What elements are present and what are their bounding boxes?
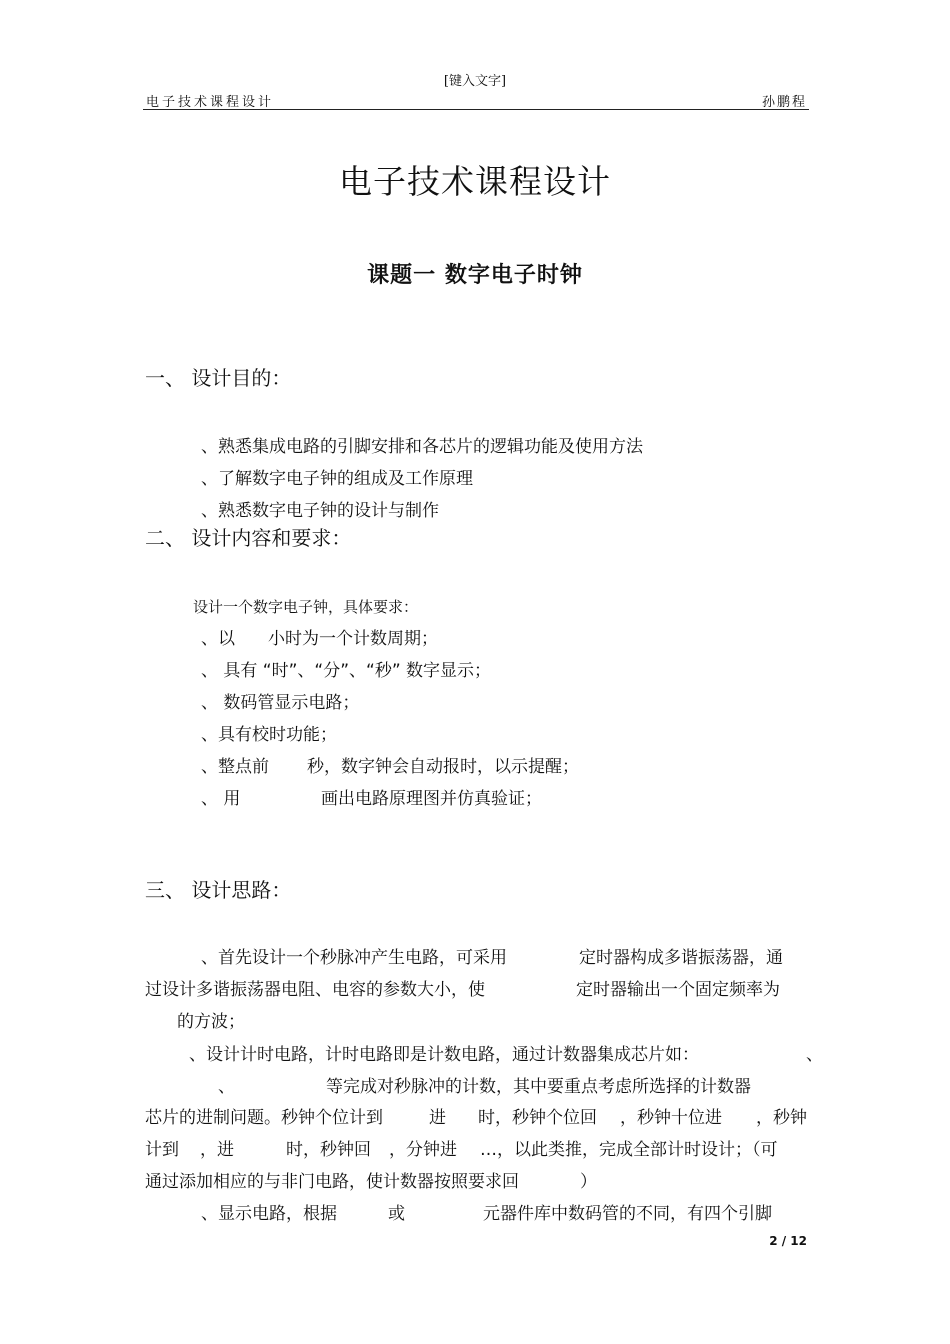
p2-line5b: ） bbox=[580, 1172, 597, 1192]
section3-heading: 三、 设计思路： bbox=[145, 878, 292, 902]
section2-item-6b: 画出电路原理图并仿真验证； bbox=[321, 789, 542, 809]
p2-line3c: 时，秒钟个位回 bbox=[478, 1108, 597, 1128]
p1-line1a: 、首先设计一个秒脉冲产生电路，可采用 bbox=[201, 948, 507, 968]
p1-line2a: 过设计多谐振荡器电阻、电容的参数大小，使 bbox=[145, 980, 485, 1000]
section2-item-6a: 、 用 bbox=[201, 789, 241, 809]
section2-heading: 二、 设计内容和要求： bbox=[145, 526, 352, 550]
section1-heading: 一、 设计目的： bbox=[145, 366, 292, 390]
p2-line5a: 通过添加相应的与非门电路，使计数器按照要求回 bbox=[145, 1172, 519, 1192]
header-divider bbox=[143, 109, 809, 110]
p2-line3a: 芯片的进制问题。秒钟个位计到 bbox=[145, 1108, 383, 1128]
section1-item-1: 、熟悉集成电路的引脚安排和各芯片的逻辑功能及使用方法 bbox=[201, 437, 643, 457]
p1-line1b: 定时器构成多谐振荡器，通 bbox=[579, 948, 783, 968]
document-title: 电子技术课程设计 bbox=[339, 162, 611, 201]
section2-item-3: 、 数码管显示电路； bbox=[201, 693, 360, 713]
p2-line3e: ，秒钟 bbox=[756, 1108, 807, 1128]
section1-item-3: 、熟悉数字电子钟的设计与制作 bbox=[201, 501, 439, 521]
section2-item-2: 、 具有 “时”、“分”、“秒” 数字显示； bbox=[201, 661, 492, 681]
p2-line4d: ，分钟进 bbox=[389, 1140, 457, 1160]
p1-line2b: 定时器输出一个固定频率为 bbox=[576, 980, 780, 1000]
p3-line1a: 、显示电路，根据 bbox=[201, 1204, 337, 1224]
p3-line1b: 或 bbox=[388, 1204, 405, 1224]
document-subtitle: 课题一 数字电子时钟 bbox=[367, 263, 583, 288]
p1-line3: 的方波； bbox=[177, 1012, 245, 1032]
p2-line1a: 、设计计时电路，计时电路即是计数电路，通过计数器集成芯片如： bbox=[189, 1045, 699, 1065]
header-course-title: 电子技术课程设计 bbox=[146, 95, 275, 110]
p2-line4e: …，以此类推，完成全部计时设计；（可 bbox=[480, 1140, 778, 1160]
section2-intro: 设计一个数字电子钟，具体要求： bbox=[193, 598, 419, 616]
section1-item-2: 、了解数字电子钟的组成及工作原理 bbox=[201, 469, 473, 489]
p2-line4a: 计到 bbox=[145, 1140, 179, 1160]
p2-line1b: 、 bbox=[806, 1045, 823, 1065]
p2-line2b: 等完成对秒脉冲的计数，其中要重点考虑所选择的计数器 bbox=[326, 1077, 751, 1097]
section2-item-4: 、具有校时功能； bbox=[201, 725, 337, 745]
section2-item-1b: 小时为一个计数周期； bbox=[268, 629, 438, 649]
header-placeholder: [键入文字] bbox=[443, 74, 507, 89]
page-number: 2 / 12 bbox=[769, 1234, 807, 1248]
section2-item-1a: 、以 bbox=[201, 629, 235, 649]
p3-line1c: 元器件库中数码管的不同，有四个引脚 bbox=[483, 1204, 772, 1224]
p2-line4c: 时，秒钟回 bbox=[286, 1140, 371, 1160]
section2-item-5b: 秒，数字钟会自动报时，以示提醒； bbox=[307, 757, 579, 777]
p2-line3d: ，秒钟十位进 bbox=[620, 1108, 722, 1128]
p2-line4b: ，进 bbox=[200, 1140, 234, 1160]
p2-line3b: 进 bbox=[429, 1108, 446, 1128]
p2-line2a: 、 bbox=[218, 1077, 235, 1097]
header-author: 孙鹏程 bbox=[761, 95, 807, 110]
section2-item-5a: 、整点前 bbox=[201, 757, 269, 777]
